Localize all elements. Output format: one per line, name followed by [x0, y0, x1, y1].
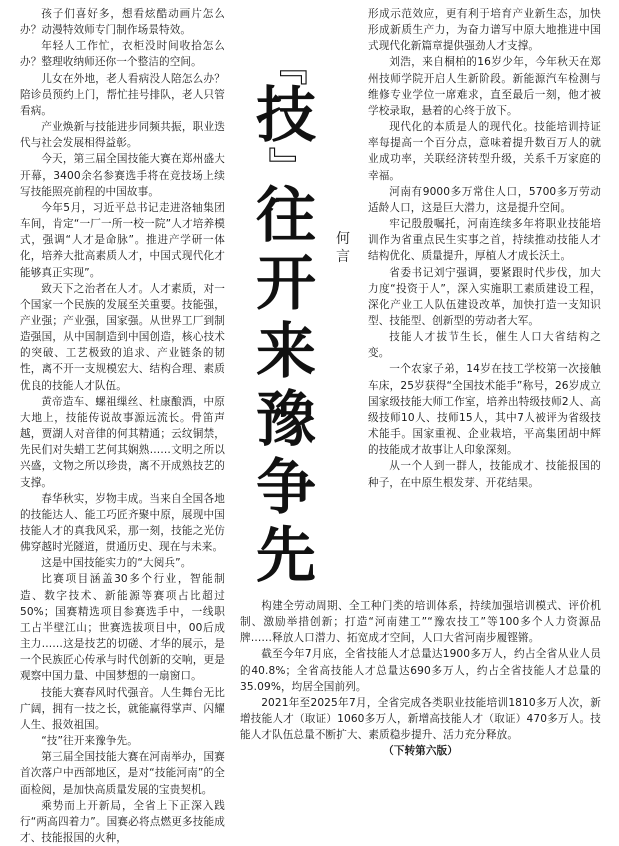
paragraph: 一个农家子弟，14岁在技工学校第一次接触车床，25岁获得“全国技术能手”称号，26岁成立国家级技能大师工作室，培养出特级技师2人、高级技师10人、技师15人，其中7人被评为省级技术能手。国家重视、企业栽培，平高集团胡中辉的技能成才故事让人印象深刻。	[368, 363, 601, 457]
paragraph: 儿女在外地，老人看病没人陪怎么办？陪诊员预约上门，帮忙挂号排队，老人只管看病。	[20, 72, 225, 117]
paragraph: 产业焕新与技能进步同频共振，职业迭代与社会发展相得益彰。	[20, 121, 225, 150]
paragraph: 刘浩，来自桐柏的16岁少年，今年秋天在郑州技师学院开启人生新阶段。新能源汽车检测与维修专业学位一席难求，直至最后一刻，他才被学校录取，悬着的心终于放下。	[368, 56, 601, 117]
paragraph: 构建全劳动周期、全工种门类的培训体系，持续加强培训模式、评价机制、激励举措创新；打造“河南建工”“豫农技工”等100多个人力资源品牌……释放人口潜力、拓宽成才空间，人口大省河南步履铿锵。	[240, 600, 601, 645]
paragraph: 省委书记刘宁强调，要紧跟时代步伐，加大力度“投资于人”，深入实施职工素质建设工程，深化产业工人队伍建设改革，加快打造一支知识型、技能型、创新型的劳动者大军。	[368, 266, 601, 327]
paragraph: 河南有9000多万常住人口，5700多万劳动适龄人口，这是巨大潜力，这是提升空间。	[368, 185, 601, 214]
paragraph: 技能人才拔节生长，催生人口大省结构之变。	[368, 331, 601, 360]
paragraph: 现代化的本质是人的现代化。技能培训持证率每提高一个百分点，意味着提升数百万人的就业成功率，关联经济转型升级，关系千万家庭的幸福。	[368, 121, 601, 182]
paragraph: 致天下之治者在人才。人才素质，对一个国家一个民族的发展至关重要。技能强，产业强；产业强，国家强。从世界工厂到制造强国，从中国制造到中国创造，核心技术的突破、工艺极致的追求、产业链条的韧性，离不开一支规模宏大、结构合理、素质优良的技能人才队伍。	[20, 282, 225, 392]
headline-close-quote: 』	[263, 146, 309, 186]
article-right-column	[368, 6, 601, 491]
paragraph: 这是中国技能实力的“大阅兵”。	[41, 557, 192, 570]
paragraph: 从一个人到一群人，技能成才、技能报国的种子，在中原生根发芽、开花结果。	[368, 460, 601, 489]
headline-char: 来	[256, 317, 316, 387]
paragraph: 今天，第三届全国技能大赛在郑州盛大开幕，3400余名参赛选手将在竞技场上续写技能照亮前程的中国故事。	[20, 153, 225, 198]
paragraph: 乘势而上开新局，全省上下正深入践行“两高四着力”。国赛必将点燃更多技能成才、技能报国的火种，	[20, 799, 225, 844]
article-bottom-column	[240, 598, 601, 760]
paragraph: 春华秋实，岁物丰成。当来自全国各地的技能达人、能工巧匠齐聚中原，展现中国技能人才的真我风采，那一刻，技能之光仿佛穿越时光隧道，贯通历史、现在与未来。	[20, 492, 225, 554]
paragraph: 年轻人工作忙，衣柜没时间收拾怎么办？整理收纳师还你一个整洁的空间。	[20, 40, 225, 69]
headline-char: 争	[256, 453, 316, 523]
paragraph: 比赛项目涵盖30多个行业，智能制造、数字技术、新能源等赛项占比超过50%；国赛精选项目参赛选手中，一线职工占半壁江山；世赛选拔项目中，00后成主力……这是技艺的切磋、才华的展示，是一个民族匠心传承与时代创新的交响，更是观察中国力量、中国梦想的一扇窗口。	[20, 573, 225, 683]
paragraph: 今年5月，习近平总书记走进洛轴集团车间，肯定“一厂一所一校一院”人才培养模式，强调“人才是命脉”。推进产学研一体化，培养大批高素质人才，中国式现代化才能够真正实现”。	[20, 201, 225, 279]
headline-char: 往	[256, 181, 316, 251]
paragraph: 形成示范效应，更有利于培育产业新生态，加快形成新质生产力，为奋力谱写中原大地推进中国式现代化新篇章提供强劲人才支撑。	[368, 8, 601, 53]
headline	[250, 46, 322, 591]
paragraph: 技能大赛春风时代强音。人生舞台无比广阔，拥有一技之长，就能赢得掌声、闪耀人生、报效祖国。	[20, 686, 225, 731]
author-byline	[333, 230, 353, 266]
paragraph: 第三届全国技能大赛在河南举办，国赛首次落户中西部地区，是对“技能河南”的全面检阅，是加快高质量发展的宝贵契机。	[20, 751, 225, 796]
headline-keyword: 技	[256, 81, 316, 151]
paragraph: 孩子们喜好多，想看炫酷动画片怎么办？动漫特效师专门制作场景特效。	[20, 8, 225, 37]
paragraph: 截至今年7月底，全省技能人才总量达1900多万人，约占全省从业人员的40.8%；全省高技能人才总量达690多万人，约占全省技能人才总量的35.09%，均居全国前列。	[240, 648, 601, 693]
headline-char: 豫	[256, 385, 316, 455]
headline-char: 先	[256, 521, 316, 591]
paragraph: 黄帝造车、螺祖缫丝、杜康酿酒，中原大地上，技能传说故事源远流长。骨笛声越，贾湖人对音律的何其精通；云纹铜禁，先民们对失蜡工艺何其娴熟……文明之所以兴盛，文物之所以珍贵，离不开成熟技艺的支撑。	[20, 395, 225, 489]
headline-char: 开	[256, 249, 316, 319]
article-left-column	[20, 6, 225, 846]
paragraph: “技”往开来豫争先。	[41, 735, 138, 748]
paragraph: 牢记殷殷嘱托，河南连续多年将职业技能培训作为省重点民生实事之首，持续推动技能人才结构优化、质量提升，厚植人才成长沃土。	[368, 218, 601, 263]
author-char: 言	[336, 249, 350, 265]
author-char: 何	[336, 231, 350, 247]
paragraph: 2021年至2025年7月，全省完成各类职业技能培训1810多万人次，新增技能人才（取证）1060多万人，新增高技能人才（取证）470多万人。技能人才队伍总量不断扩大、素质稳步提升、活力充分释放。	[240, 696, 601, 742]
headline-open-quote: 『	[263, 46, 309, 86]
continued-on-page-note: （下转第六版）	[383, 745, 458, 758]
